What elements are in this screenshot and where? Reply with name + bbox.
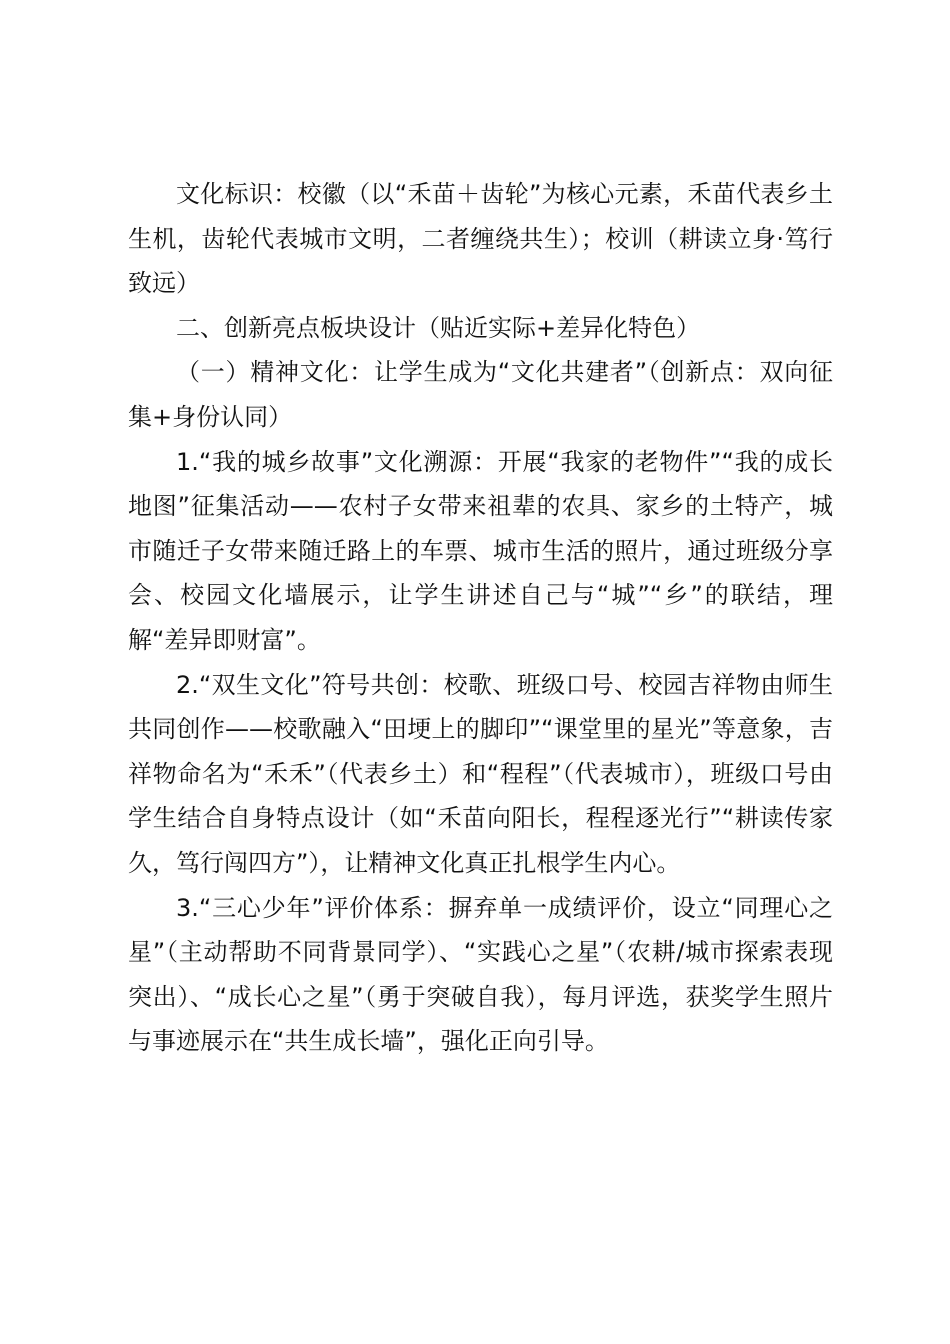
document-body (128, 172, 833, 1064)
paragraph-culture-identity: 文化标识：校徽（以“禾苗＋齿轮”为核心元素，禾苗代表乡土生机，齿轮代表城市文明，二者缠绕共生）；校训（耕读立身·笃行致远） (128, 180, 833, 298)
paragraph-item-1: 1.“我的城乡故事”文化溯源：开展“我家的老物件”“我的成长地图”征集活动——农村子女带来祖辈的农具、家乡的土特产，城市随迁子女带来随迁路上的车票、城市生活的照片，通过班级分享会、校园文化墙展示，让学生讲述自己与“城”“乡”的联结，理解“差异即财富”。 (128, 447, 833, 654)
subsection-heading-spirit-culture: （一）精神文化：让学生成为“文化共建者”（创新点：双向征集+身份认同） (128, 358, 833, 431)
paragraph-item-2: 2.“双生文化”符号共创：校歌、班级口号、校园吉祥物由师生共同创作——校歌融入“田埂上的脚印”“课堂里的星光”等意象，吉祥物命名为“禾禾”（代表乡土）和“程程”（代表城市），班级口号由学生结合自身特点设计（如“禾苗向阳长，程程逐光行”“耕读传家久，笃行闯四方”），让精神文化真正扎根学生内心。 (128, 670, 833, 877)
paragraph-item-3: 3.“三心少年”评价体系：摒弃单一成绩评价，设立“同理心之星”（主动帮助不同背景同学）、“实践心之星”（农耕/城市探索表现突出）、“成长心之星”（勇于突破自我），每月评选，获奖学生照片与事迹展示在“共生成长墙”，强化正向引导。 (128, 893, 833, 1056)
section-heading-innovation: 二、创新亮点板块设计（贴近实际+差异化特色） (176, 313, 701, 342)
